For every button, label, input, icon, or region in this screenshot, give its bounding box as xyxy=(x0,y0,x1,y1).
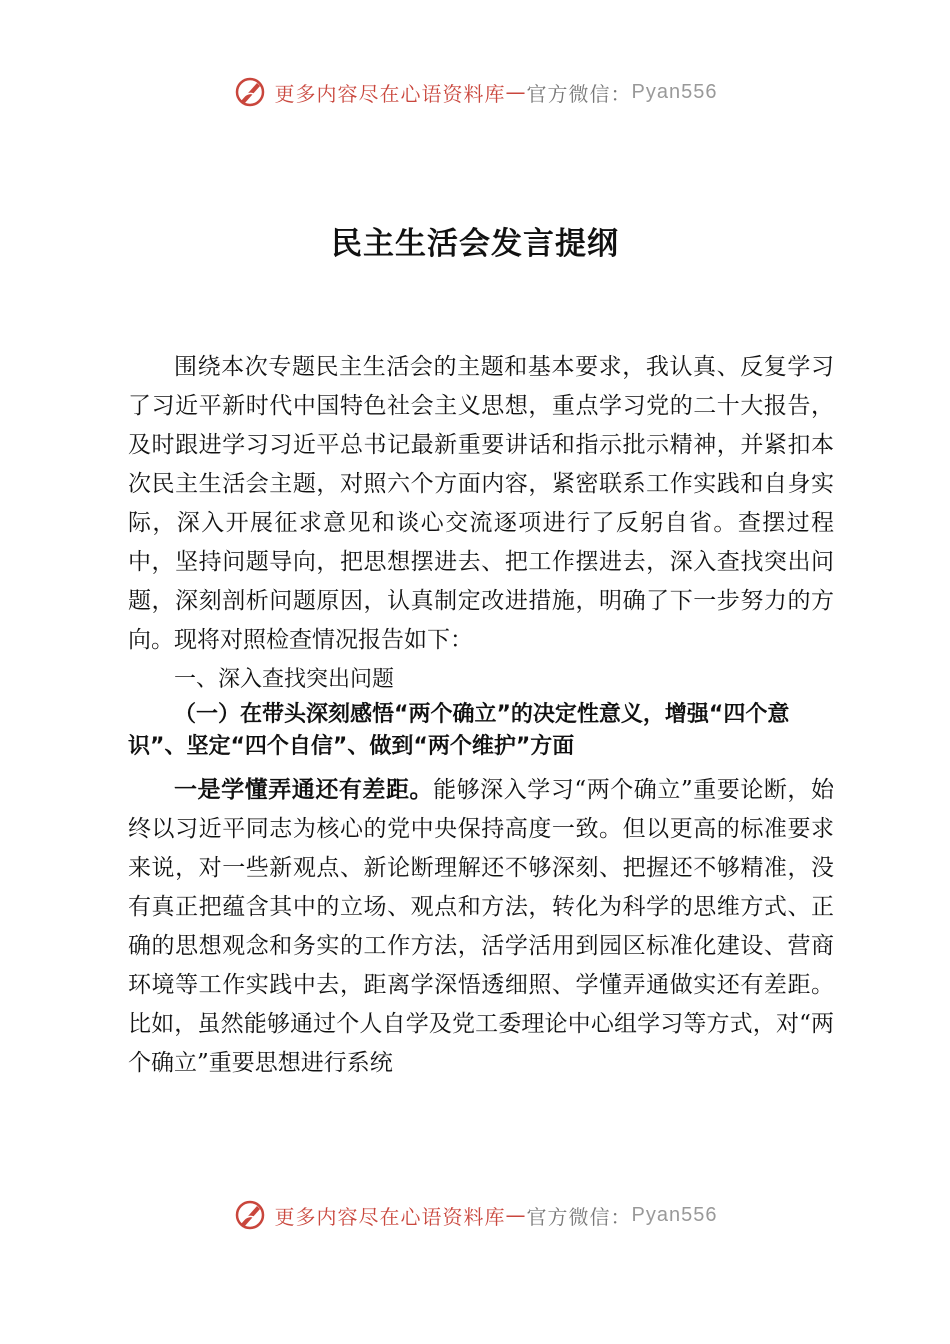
watermark-label: 官方微信： xyxy=(526,81,632,106)
point-paragraph xyxy=(128,771,834,1083)
watermark-wechat-id: Pyan556 xyxy=(631,1203,718,1226)
watermark-label: 官方微信： xyxy=(526,1204,632,1229)
watermark-wechat-id: Pyan556 xyxy=(631,80,718,103)
watermark-text: 更多内容尽在心语资料库 xyxy=(274,81,506,106)
section-heading: 一、深入查找突出问题 xyxy=(174,667,395,692)
subsection-heading: （一）在带头深刻感悟“两个确立”的决定性意义，增强“四个意识”、坚定“四个自信”、做到“两个维护”方面 xyxy=(128,702,790,759)
watermark-separator: — xyxy=(505,1203,527,1227)
watermark-text: 更多内容尽在心语资料库 xyxy=(274,1204,506,1229)
document-body xyxy=(128,348,834,1083)
point-lead: 一是学懂弄通还有差距。 xyxy=(174,777,434,803)
watermark-header xyxy=(0,72,950,112)
intro-paragraph: 围绕本次专题民主生活会的主题和基本要求，我认真、反复学习了习近平新时代中国特色社会主义思想，重点学习党的二十大报告，及时跟进学习习近平总书记最新重要讲话和指示批示精神，并紧扣本次民主生活会主题，对照六个方面内容，紧密联系工作实践和自身实际，深入开展征求意见和谈心交流逐项进行了反躬自省。查摆过程中，坚持问题导向，把思想摆进去、把工作摆进去，深入查找突出问题，深刻剖析问题原因，认真制定改进措施，明确了下一步努力的方向。现将对照检查情况报告如下： xyxy=(128,354,834,653)
point-body: 能够深入学习“两个确立”重要论断，始终以习近平同志为核心的党中央保持高度一致。但以更高的标准要求来说，对一些新观点、新论断理解还不够深刻、把握还不够精准，没有真正把蕴含其中的立场、观点和方法，转化为科学的思维方式、正确的思想观念和务实的工作方法，活学活用到园区标准化建设、营商环境等工作实践中去，距离学深悟透细照、学懂弄通做实还有差距。比如，虽然能够通过个人自学及党工委理论中心组学习等方式，对“两个确立”重要思想进行系统 xyxy=(128,777,834,1076)
watermark-footer xyxy=(0,1195,950,1235)
document-title: 民主生活会发言提纲 xyxy=(331,226,619,262)
quill-pen-logo-icon xyxy=(233,1198,267,1232)
watermark-separator: — xyxy=(505,80,527,104)
quill-pen-logo-icon xyxy=(233,75,267,109)
